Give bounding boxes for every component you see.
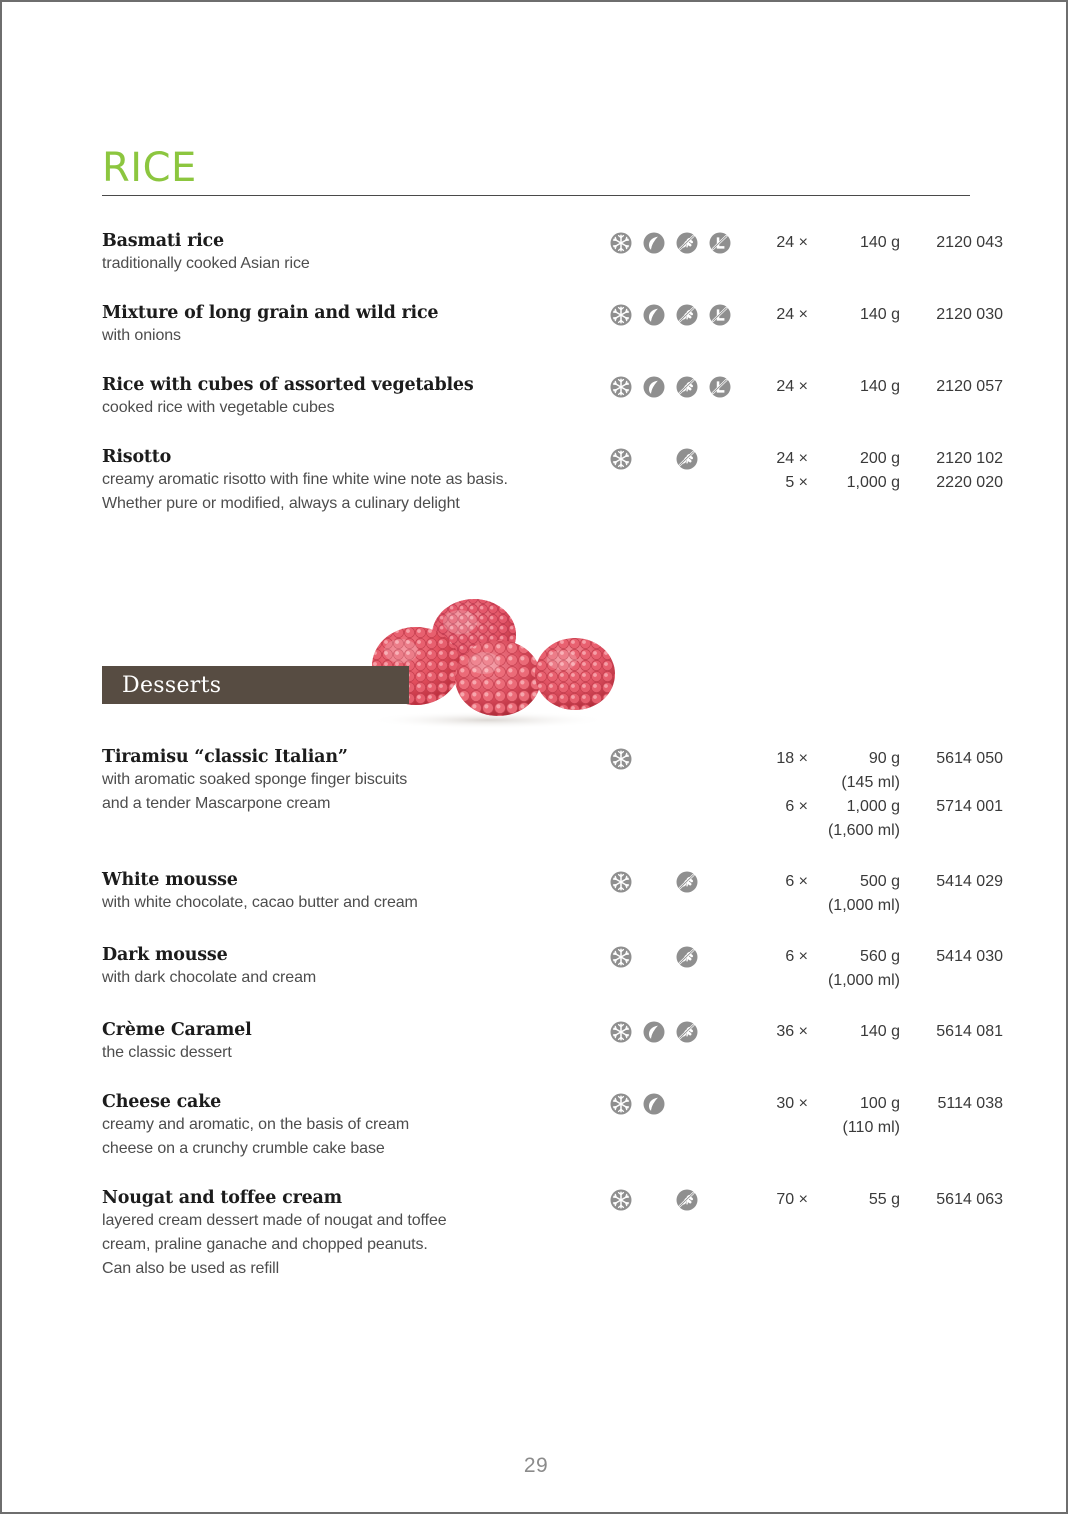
pack-weight: 140 g <box>859 234 900 251</box>
pack-quantity: 70 × <box>776 1191 808 1208</box>
product-name: Risotto <box>102 447 172 467</box>
product-description-line: cream, praline ganache and chopped peanuts. <box>102 1236 428 1253</box>
icon-slot-empty <box>643 448 676 470</box>
pack-weight: (1,000 ml) <box>827 897 900 914</box>
pack-weight: (145 ml) <box>841 774 900 791</box>
pack-weight: 200 g <box>859 450 900 467</box>
gluten-free-icon <box>676 1189 709 1211</box>
pack-weight: (1,600 ml) <box>827 822 900 839</box>
product-spec-row <box>742 771 1003 795</box>
article-number <box>900 894 1003 918</box>
article-number: 2120 043 <box>936 234 1003 251</box>
product-item <box>102 944 1003 993</box>
article-number: 5714 001 <box>936 798 1003 815</box>
product-item <box>102 302 1003 348</box>
product-spec-row <box>742 1092 1003 1116</box>
leaf-icon <box>643 376 676 398</box>
product-spec-column <box>742 230 1003 255</box>
icon-slot-empty <box>643 1189 676 1211</box>
pack-weight: 140 g <box>859 1023 900 1040</box>
product-description-line: cheese on a crunchy crumble cake base <box>102 1140 385 1157</box>
pack-quantity: 6 × <box>785 798 808 815</box>
article-number <box>900 819 1003 843</box>
gluten-free-icon <box>676 376 709 398</box>
icon-slot-empty <box>709 748 742 770</box>
product-spec-column <box>742 374 1003 399</box>
product-row <box>102 869 1003 918</box>
article-number: 2120 102 <box>936 450 1003 467</box>
product-name: White mousse <box>102 870 238 890</box>
article-number: 5614 063 <box>936 1191 1003 1208</box>
product-spec-row <box>742 447 1003 471</box>
article-number <box>900 1116 1003 1140</box>
pack-quantity: 36 × <box>776 1023 808 1040</box>
product-description-line: and a tender Mascarpone cream <box>102 795 331 812</box>
icon-slot-empty <box>643 946 676 968</box>
product-spec-row <box>742 819 1003 843</box>
page-content <box>102 2 1003 1512</box>
pack-quantity: 6 × <box>785 948 808 965</box>
product-text-column <box>102 1187 610 1281</box>
product-description-line: creamy and aromatic, on the basis of cream <box>102 1116 410 1133</box>
snowflake-icon <box>610 448 643 470</box>
product-spec-row <box>742 231 1003 255</box>
product-icon-group <box>610 302 742 326</box>
product-spec-row <box>742 894 1003 918</box>
pack-weight: 500 g <box>859 873 900 890</box>
product-row <box>102 1091 1003 1161</box>
article-number <box>900 771 1003 795</box>
icon-slot-empty <box>709 871 742 893</box>
snowflake-icon <box>610 1021 643 1043</box>
product-spec-row <box>742 870 1003 894</box>
product-row <box>102 746 1003 843</box>
product-item <box>102 1187 1003 1281</box>
pack-weight: 140 g <box>859 378 900 395</box>
pack-quantity: 6 × <box>785 873 808 890</box>
product-spec-row <box>742 303 1003 327</box>
product-description-line: with onions <box>102 327 181 344</box>
page-number: 29 <box>523 1454 549 1477</box>
leaf-icon <box>643 304 676 326</box>
pack-quantity: 24 × <box>776 306 808 323</box>
pack-quantity: 24 × <box>776 450 808 467</box>
product-row <box>102 374 1003 420</box>
leaf-icon <box>643 232 676 254</box>
product-spec-row <box>742 471 1003 495</box>
icon-slot-empty <box>676 1093 709 1115</box>
product-spec-row <box>742 945 1003 969</box>
article-number: 5414 029 <box>936 873 1003 890</box>
article-number: 5614 081 <box>936 1023 1003 1040</box>
product-spec-column <box>742 1091 1003 1140</box>
gluten-free-icon <box>676 871 709 893</box>
product-text-column <box>102 869 610 915</box>
icon-slot-empty <box>709 1021 742 1043</box>
icon-slot-empty <box>643 748 676 770</box>
product-spec-column <box>742 944 1003 993</box>
pack-quantity <box>742 894 808 918</box>
snowflake-icon <box>610 871 643 893</box>
product-row <box>102 1019 1003 1065</box>
product-item <box>102 374 1003 420</box>
product-icon-group <box>610 746 742 770</box>
product-spec-row <box>742 375 1003 399</box>
product-icon-group <box>610 869 742 893</box>
product-text-column <box>102 1019 610 1065</box>
leaf-icon <box>643 1021 676 1043</box>
product-text-column <box>102 446 610 516</box>
pack-weight: 560 g <box>859 948 900 965</box>
product-row <box>102 1187 1003 1281</box>
product-icon-group <box>610 1019 742 1043</box>
product-name: Dark mousse <box>102 945 228 965</box>
product-description-line: the classic dessert <box>102 1044 232 1061</box>
product-description-line: with white chocolate, cacao butter and cream <box>102 894 418 911</box>
product-row <box>102 302 1003 348</box>
section-divider <box>102 195 970 196</box>
pack-weight: 1,000 g <box>846 798 900 815</box>
product-name: Nougat and toffee cream <box>102 1188 342 1208</box>
article-number: 2220 020 <box>936 474 1003 491</box>
leaf-icon <box>643 1093 676 1115</box>
product-name: Rice with cubes of assorted vegetables <box>102 375 474 395</box>
product-item <box>102 1019 1003 1065</box>
product-name: Mixture of long grain and wild rice <box>102 303 439 323</box>
product-text-column <box>102 1091 610 1161</box>
product-description-line: traditionally cooked Asian rice <box>102 255 310 272</box>
product-spec-row <box>742 747 1003 771</box>
product-description-line: with dark chocolate and cream <box>102 969 317 986</box>
pack-quantity: 5 × <box>785 474 808 491</box>
pack-quantity <box>742 819 808 843</box>
product-description-line: creamy aromatic risotto with fine white wine note as basis. <box>102 471 508 488</box>
snowflake-icon <box>610 232 643 254</box>
product-description-line: Can also be used as refill <box>102 1260 280 1277</box>
product-row <box>102 230 1003 276</box>
desserts-banner-bar <box>102 666 409 704</box>
product-spec-column <box>742 869 1003 918</box>
rice-product-list <box>102 230 1003 516</box>
gluten-free-icon <box>676 232 709 254</box>
raspberries-photo <box>338 594 628 730</box>
pack-weight: 100 g <box>859 1095 900 1112</box>
product-icon-group <box>610 446 742 470</box>
lactose-free-icon <box>709 376 742 398</box>
product-icon-group <box>610 374 742 398</box>
gluten-free-icon <box>676 1021 709 1043</box>
product-spec-row <box>742 1188 1003 1212</box>
icon-slot-empty <box>709 1093 742 1115</box>
product-row <box>102 446 1003 516</box>
product-icon-group <box>610 1187 742 1211</box>
product-description-line: with aromatic soaked sponge finger biscuits <box>102 771 408 788</box>
product-spec-column <box>742 302 1003 327</box>
product-text-column <box>102 230 610 276</box>
desserts-banner-label: Desserts <box>122 672 222 698</box>
pack-quantity <box>742 1116 808 1140</box>
pack-quantity: 18 × <box>776 750 808 767</box>
product-name: Crème Caramel <box>102 1020 252 1040</box>
dessert-product-list <box>102 746 1003 1281</box>
article-number: 5414 030 <box>936 948 1003 965</box>
page-title: RICE <box>102 145 197 191</box>
article-number: 2120 057 <box>936 378 1003 395</box>
lactose-free-icon <box>709 232 742 254</box>
product-description-line: cooked rice with vegetable cubes <box>102 399 335 416</box>
product-spec-column <box>742 746 1003 843</box>
product-item <box>102 230 1003 276</box>
product-text-column <box>102 944 610 990</box>
pack-quantity: 24 × <box>776 378 808 395</box>
pack-weight: (1,000 ml) <box>827 972 900 989</box>
product-row <box>102 944 1003 993</box>
article-number: 5114 038 <box>937 1095 1003 1112</box>
product-spec-row <box>742 1020 1003 1044</box>
product-spec-column <box>742 1019 1003 1044</box>
pack-weight: 55 g <box>868 1191 900 1208</box>
product-item <box>102 746 1003 843</box>
snowflake-icon <box>610 304 643 326</box>
product-name: Basmati rice <box>102 231 224 251</box>
gluten-free-icon <box>676 448 709 470</box>
pack-quantity: 30 × <box>776 1095 808 1112</box>
product-icon-group <box>610 1091 742 1115</box>
pack-weight: (110 ml) <box>842 1119 900 1136</box>
icon-slot-empty <box>709 1189 742 1211</box>
product-spec-column <box>742 446 1003 495</box>
product-text-column <box>102 302 610 348</box>
product-description-line: Whether pure or modified, always a culinary delight <box>102 495 460 512</box>
pack-weight: 1,000 g <box>846 474 900 491</box>
snowflake-icon <box>610 376 643 398</box>
product-spec-row <box>742 969 1003 993</box>
product-item <box>102 446 1003 516</box>
desserts-banner <box>102 594 970 730</box>
gluten-free-icon <box>676 304 709 326</box>
snowflake-icon <box>610 748 643 770</box>
product-icon-group <box>610 230 742 254</box>
icon-slot-empty <box>709 946 742 968</box>
lactose-free-icon <box>709 304 742 326</box>
pack-weight: 140 g <box>859 306 900 323</box>
icon-slot-empty <box>643 871 676 893</box>
snowflake-icon <box>610 946 643 968</box>
product-description-line: layered cream dessert made of nougat and toffee <box>102 1212 447 1229</box>
pack-quantity <box>742 771 808 795</box>
product-name: Tiramisu “classic Italian” <box>102 747 348 767</box>
gluten-free-icon <box>676 946 709 968</box>
product-spec-column <box>742 1187 1003 1212</box>
pack-quantity <box>742 969 808 993</box>
pack-quantity: 24 × <box>776 234 808 251</box>
section-header <box>102 145 970 196</box>
product-item <box>102 869 1003 918</box>
product-spec-row <box>742 795 1003 819</box>
product-text-column <box>102 374 610 420</box>
product-spec-row <box>742 1116 1003 1140</box>
snowflake-icon <box>610 1093 643 1115</box>
product-text-column <box>102 746 610 816</box>
snowflake-icon <box>610 1189 643 1211</box>
icon-slot-empty <box>709 448 742 470</box>
product-icon-group <box>610 944 742 968</box>
article-number: 5614 050 <box>936 750 1003 767</box>
product-item <box>102 1091 1003 1161</box>
icon-slot-empty <box>676 748 709 770</box>
article-number: 2120 030 <box>936 306 1003 323</box>
product-name: Cheese cake <box>102 1092 222 1112</box>
article-number <box>900 969 1003 993</box>
pack-weight: 90 g <box>868 750 900 767</box>
